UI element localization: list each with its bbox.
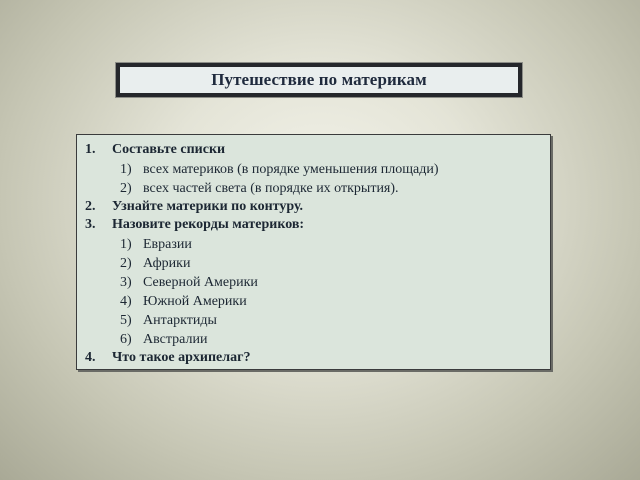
subtask-number: 1) bbox=[120, 161, 132, 177]
task-text: Назовите рекорды материков: bbox=[112, 217, 305, 232]
task-item bbox=[85, 216, 542, 349]
subtask-number: 5) bbox=[120, 312, 132, 328]
subtask-number: 4) bbox=[120, 293, 132, 309]
task-item bbox=[85, 141, 542, 198]
title-box bbox=[116, 63, 522, 97]
subtask-text: всех частей света (в порядке их открытия). bbox=[143, 180, 399, 196]
task-number: 4. bbox=[85, 349, 96, 365]
subtask-item bbox=[112, 179, 542, 198]
subtask-text: Южной Америки bbox=[143, 293, 247, 309]
subtask-list bbox=[112, 160, 542, 198]
task-number: 2. bbox=[85, 198, 96, 214]
task-item bbox=[85, 349, 542, 368]
subtask-text: Северной Америки bbox=[143, 274, 258, 290]
subtask-item bbox=[112, 330, 542, 349]
subtask-item bbox=[112, 273, 542, 292]
subtask-item bbox=[112, 254, 542, 273]
slide-title: Путешествие по материкам bbox=[211, 70, 427, 89]
task-text: Узнайте материки по контуру. bbox=[112, 198, 304, 214]
content-box bbox=[76, 134, 551, 370]
subtask-item bbox=[112, 292, 542, 311]
subtask-number: 2) bbox=[120, 255, 132, 271]
subtask-text: Африки bbox=[143, 255, 191, 271]
task-item bbox=[85, 198, 542, 217]
subtask-text: Евразии bbox=[143, 236, 192, 252]
task-number: 1. bbox=[85, 142, 96, 157]
subtask-item bbox=[112, 235, 542, 254]
subtask-number: 6) bbox=[120, 331, 132, 347]
task-text: Составьте списки bbox=[112, 142, 226, 157]
subtask-text: всех материков (в порядке уменьшения площади) bbox=[143, 161, 439, 177]
subtask-text: Австралии bbox=[143, 331, 208, 347]
task-text: Что такое архипелаг? bbox=[112, 349, 251, 365]
task-number: 3. bbox=[85, 217, 96, 232]
task-list bbox=[85, 141, 542, 367]
subtask-text: Антарктиды bbox=[143, 312, 217, 328]
subtask-list bbox=[112, 235, 542, 349]
subtask-item bbox=[112, 311, 542, 330]
subtask-item bbox=[112, 160, 542, 179]
subtask-number: 3) bbox=[120, 274, 132, 290]
subtask-number: 1) bbox=[120, 236, 132, 252]
subtask-number: 2) bbox=[120, 180, 132, 196]
